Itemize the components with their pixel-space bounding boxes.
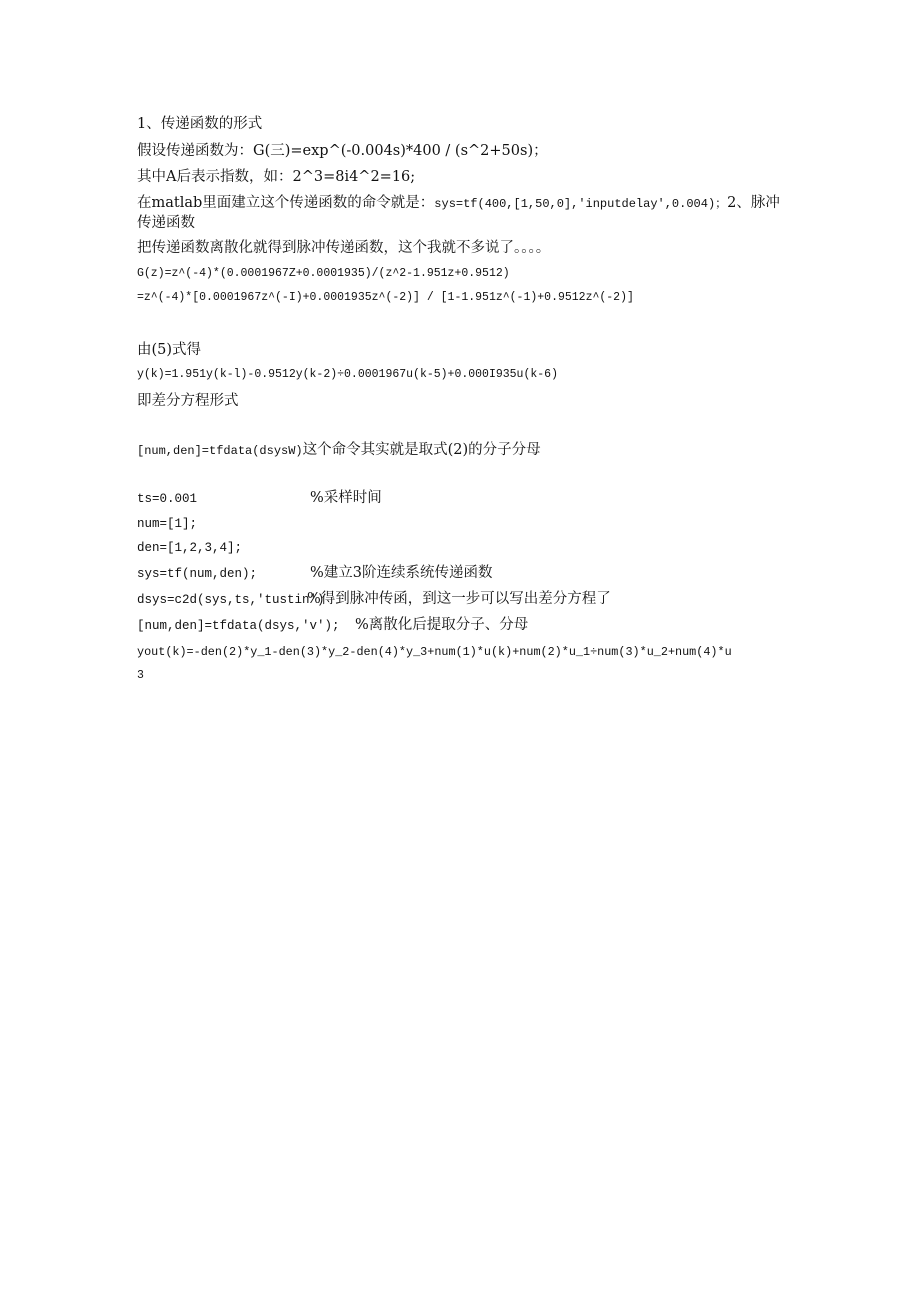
matlab-command-line	[137, 195, 780, 212]
discretization-note: 把传递函数离散化就得到脉冲传递函数，这个我就不多说了。。。。	[137, 240, 551, 256]
gz-equation: G(z)=z^(-4)*(0.0001967Z+0.0001935)/(z^2-1.951z+0.9512)	[137, 267, 510, 280]
from-equation-5: 由(5)式得	[137, 342, 202, 358]
difference-form-label: 即差分方程形式	[137, 393, 239, 409]
code-line-sys: sys=tf(num,den);	[137, 567, 258, 581]
gz-equation-expanded: =z^(-4)*[0.0001967z^(-I)+0.0001935z^(-2)] / [1-1.951z^(-1)+0.9512z^(-2)]	[137, 291, 634, 304]
section-2-heading-wrap: 传递函数	[137, 215, 195, 231]
code-comment-dsys: %得到脉冲传函，到这一步可以写出差分方程了	[307, 591, 611, 607]
yout-equation: yout(k)=-den(2)*y_1-den(3)*y_2-den(4)*y_3+num(1)*u(k)+num(2)*u_1÷num(3)*u_2+num(4)*u	[137, 645, 732, 659]
yk-difference-equation: y(k)=1.951y(k-l)-0.9512y(k-2)÷0.0001967u(k-5)+0.000I935u(k-6)	[137, 368, 558, 381]
yout-equation-wrap: 3	[137, 669, 144, 682]
matlab-command-prefix: 在matlab里面建立这个传递函数的命令就是：	[137, 195, 435, 211]
exponent-note: 其中A后表示指数，如：2^3=8i4^2=16;	[137, 169, 416, 185]
code-line-num: num=[1];	[137, 517, 198, 531]
tfdata-note: 这个命令其实就是取式(2)的分子分母	[302, 442, 541, 458]
code-comment-ts: %采样时间	[310, 490, 382, 506]
code-comment-sys: %建立3阶连续系统传递函数	[310, 565, 493, 581]
section-2-heading-start: 2、脉冲	[727, 195, 780, 211]
transfer-function-assumption: 假设传递函数为：G(三)=exp^(-0.004s)*400 / (s^2+50s)；	[137, 143, 548, 159]
matlab-command-code: sys=tf(400,[1,50,0],'inputdelay',0.004)；	[434, 197, 728, 211]
section-heading: 1、传递函数的形式	[137, 116, 263, 132]
code-line-den: den=[1,2,3,4];	[137, 541, 243, 555]
code-line-dsys: dsys=c2d(sys,ts,'tustin')	[137, 593, 325, 607]
code-comment-tfdata: %离散化后提取分子、分母	[355, 617, 529, 633]
tfdata-line	[137, 442, 541, 459]
code-line-ts: ts=0.001	[137, 492, 198, 506]
tfdata-code: [num,den]=tfdata(dsysW)	[137, 444, 303, 458]
code-line-tfdata: [num,den]=tfdata(dsys,'v');	[137, 619, 340, 633]
